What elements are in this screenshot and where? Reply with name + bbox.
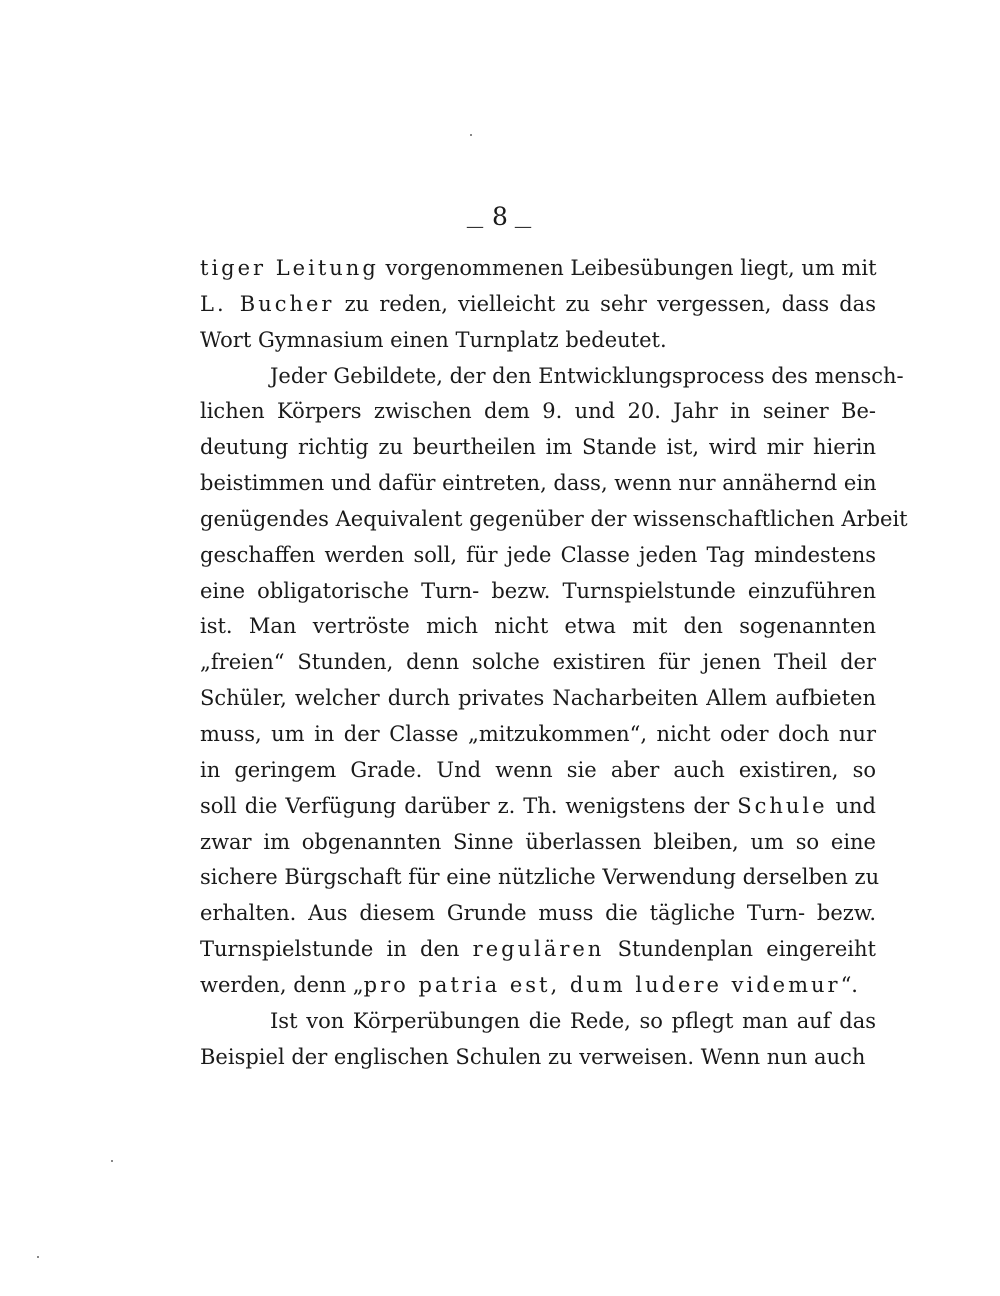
text-line [200, 287, 876, 323]
spaced-emphasis: L. Bucher [200, 291, 335, 316]
text-run: muss, um in der Classe „mitzukommen“, nicht oder doch nur [200, 721, 876, 746]
body-text [200, 251, 908, 1075]
text-run: Turnspielstunde in den [200, 937, 473, 962]
text-line [200, 932, 876, 968]
text-line [200, 753, 876, 789]
text-line [200, 538, 876, 574]
text-run: geschaffen werden soll, für jede Classe jeden Tag mindestens [200, 542, 876, 567]
text-run: sichere Bürgschaft für eine nützliche Verwendung derselben zu [200, 865, 880, 890]
spaced-emphasis: tiger Leitung [200, 256, 379, 280]
text-line [200, 825, 876, 861]
text-line [200, 502, 908, 538]
page-number-value: 8 [492, 202, 508, 231]
spaced-emphasis: pro patria est, dum ludere videmur [363, 972, 841, 997]
paragraph [200, 1004, 876, 1076]
text-run: in geringem Grade. Und wenn sie aber auch existiren, so [200, 757, 876, 782]
paragraph [200, 359, 908, 1004]
spaced-emphasis: regulären [472, 937, 605, 962]
text-line [200, 1004, 876, 1040]
text-run: genügendes Aequivalent gegenüber der wissenschaftlichen Arbeit [200, 506, 908, 531]
page-number-dash-left: — [466, 216, 485, 237]
paragraph [200, 251, 876, 359]
text-line [200, 574, 876, 610]
text-run: beistimmen und dafür eintreten, dass, wenn nur annähernd ein [200, 471, 877, 496]
text-line [200, 323, 876, 359]
text-line [200, 466, 876, 502]
text-run: zu reden, vielleicht zu sehr vergessen, dass das [334, 291, 876, 316]
text-line [200, 1040, 876, 1076]
text-run: “. [840, 972, 858, 997]
scan-mark-left-1 [111, 1160, 113, 1162]
text-run: lichen Körpers zwischen dem 9. und 20. Jahr in seiner Be- [200, 399, 876, 424]
spaced-emphasis: Schule [737, 793, 828, 818]
text-run: eine obligatorische Turn- bezw. Turnspielstunde einzuführen [200, 578, 876, 603]
text-run: „freien“ Stunden, denn solche existiren für jenen Theil der [200, 650, 876, 675]
text-run: werden, denn „ [200, 972, 364, 997]
text-line [200, 609, 876, 645]
text-line [200, 896, 876, 932]
text-line [200, 359, 904, 395]
text-run: Schüler, welcher durch privates Nacharbeiten Allem aufbieten [200, 686, 876, 711]
text-run: Ist von Körperübungen die Rede, so pflegt man auf das [270, 1008, 876, 1033]
page-number-dash-right: — [513, 216, 532, 237]
text-line [200, 645, 876, 681]
text-run: erhalten. Aus diesem Grunde muss die tägliche Turn- bezw. [200, 901, 876, 926]
text-run: deutung richtig zu beurtheilen im Stande ist, wird mir hierin [200, 435, 876, 460]
text-run: Wort Gymnasium einen Turnplatz bedeutet. [200, 327, 667, 352]
text-run: Stundenplan eingereiht [604, 937, 876, 962]
text-line [200, 251, 876, 287]
text-run: und [827, 793, 876, 818]
text-line [200, 681, 876, 717]
scan-mark-top [470, 134, 472, 136]
text-line [200, 968, 876, 1004]
scan-mark-left-2 [37, 1256, 39, 1258]
text-run: zwar im obgenannten Sinne überlassen bleiben, um so eine [200, 829, 876, 854]
text-line [200, 717, 876, 753]
text-line [200, 860, 880, 896]
text-run: vorgenommenen Leibesübungen liegt, um mit [378, 256, 877, 280]
text-run: Jeder Gebildete, der den Entwicklungsprocess des mensch- [270, 363, 904, 388]
text-run: soll die Verfügung darüber z. Th. wenigstens der [200, 793, 738, 818]
text-line [200, 430, 876, 466]
text-run: ist. Man vertröste mich nicht etwa mit den sogenannten [200, 614, 876, 639]
text-line [200, 394, 876, 430]
text-run: Beispiel der englischen Schulen zu verweisen. Wenn nun auch [200, 1044, 866, 1069]
text-line [200, 789, 876, 825]
